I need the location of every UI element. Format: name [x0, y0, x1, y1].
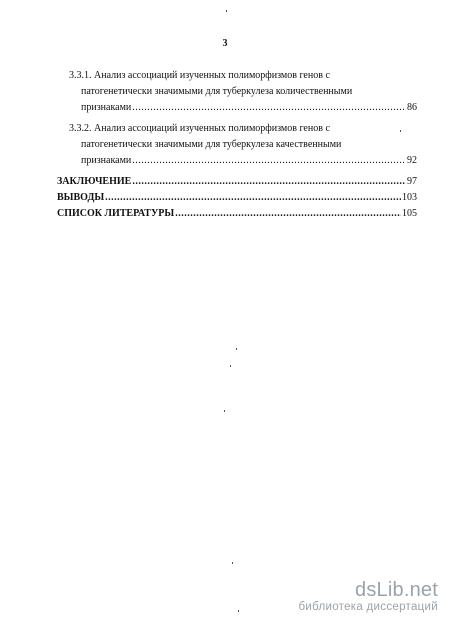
scan-speck [236, 348, 237, 350]
toc-entry-last-line [57, 153, 417, 169]
scan-speck [230, 365, 231, 367]
watermark-brand: dsLib.net [355, 579, 438, 601]
toc-entry-text: признаками [81, 102, 132, 113]
watermark-logo [298, 579, 438, 614]
toc-entry-page: 97 [407, 176, 417, 187]
dot-leader [132, 153, 406, 169]
table-of-contents [57, 68, 417, 222]
toc-entry-text: патогенетически значимыми для туберкулеза качественными [81, 139, 342, 150]
toc-entry-text: патогенетически значимыми для туберкулеза количественными [81, 86, 353, 97]
toc-entry-text: СПИСОК ЛИТЕРАТУРЫ [57, 208, 175, 219]
scan-speck [238, 610, 239, 612]
toc-entry-text: признаками [81, 155, 132, 166]
toc-entry-references[interactable] [57, 206, 417, 222]
dot-leader [105, 190, 401, 206]
scan-speck [232, 562, 233, 564]
toc-entry-line [57, 174, 417, 190]
page-number: 3 [222, 38, 228, 49]
toc-entry-page: 105 [402, 208, 417, 219]
scan-speck [226, 10, 227, 12]
toc-entry-text: 3.3.1. Анализ ассоциаций изученных полиморфизмов генов с [69, 70, 330, 81]
toc-entry-page: 103 [402, 192, 417, 203]
toc-entry-page: 92 [407, 155, 417, 166]
scan-speck [224, 410, 225, 412]
toc-entry-findings[interactable] [57, 190, 417, 206]
toc-entry-conclusion[interactable] [57, 174, 417, 190]
toc-entry-line [57, 190, 417, 206]
toc-entry-text: ВЫВОДЫ [57, 192, 105, 203]
toc-entry-text: 3.3.2. Анализ ассоциаций изученных полиморфизмов генов с [69, 123, 330, 134]
toc-entry-page: 86 [407, 102, 417, 113]
toc-entry-line [57, 206, 417, 222]
toc-entry-text: ЗАКЛЮЧЕНИЕ [57, 176, 132, 187]
toc-entry-last-line [57, 100, 417, 116]
scan-speck [400, 130, 401, 132]
dot-leader [132, 174, 406, 190]
dot-leader [175, 206, 401, 222]
watermark-tagline: библиотека диссертаций [298, 601, 438, 613]
toc-entry-3-3-1[interactable] [57, 68, 417, 116]
toc-entry-3-3-2[interactable] [57, 121, 417, 169]
dot-leader [132, 100, 406, 116]
